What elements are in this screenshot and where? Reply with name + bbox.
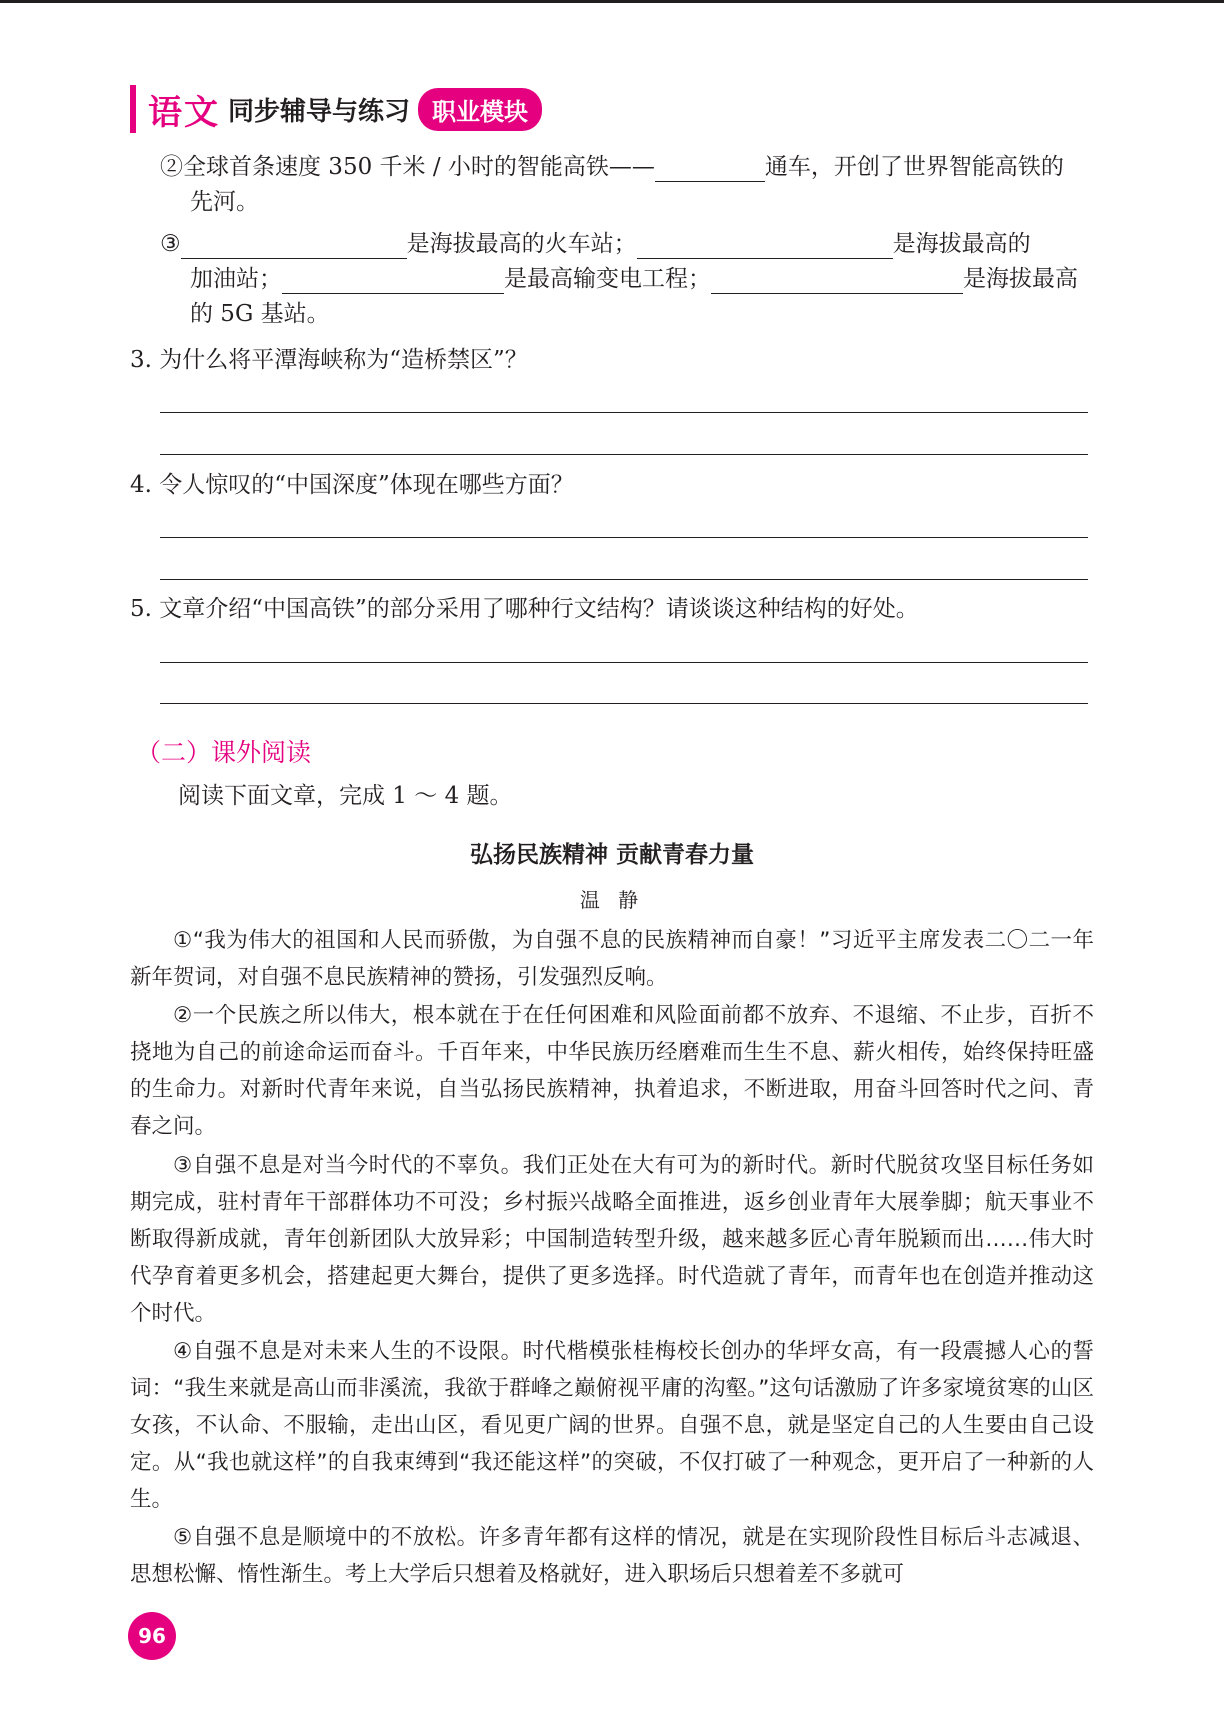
- header-title: 同步辅导与练习: [228, 96, 411, 127]
- question-text: 是海拔最高的: [892, 231, 1031, 257]
- answer-line[interactable]: [160, 537, 1088, 538]
- question-2-item-3-line-2: [190, 264, 1078, 294]
- article-author: 温 静: [579, 888, 645, 912]
- page-header: [130, 84, 542, 134]
- question-5: 5. 文章介绍“中国高铁”的部分采用了哪种行文结构？请谈谈这种结构的好处。: [130, 596, 919, 622]
- question-2-item-2-line-1: [160, 152, 1064, 182]
- header-accent-bar: [130, 85, 136, 133]
- article-paragraph-5: ⑤自强不息是顺境中的不放松。许多青年都有这样的情况，就是在实现阶段性目标后斗志减退、思想松懈、惰性渐生。考上大学后只想着及格就好，进入职场后只想着差不多就可: [130, 1525, 1094, 1587]
- answer-line[interactable]: [160, 579, 1088, 580]
- answer-line[interactable]: [160, 454, 1088, 455]
- answer-blank[interactable]: [655, 155, 765, 182]
- article-paragraph-3: ③自强不息是对当今时代的不辜负。我们正处在大有可为的新时代。新时代脱贫攻坚目标任务如期完成，驻村青年干部群体功不可没；乡村振兴战略全面推进，返乡创业青年大展拳脚；航天事业不断取得新成就，青年创新团队大放异彩；中国制造转型升级，越来越多匠心青年脱颖而出……伟大时代孕育着更多机会，搭建起更大舞台，提供了更多选择。时代造就了青年，而青年也在创造并推动这个时代。: [130, 1153, 1094, 1326]
- question-2-item-3-line-3: 的 5G 基站。: [190, 301, 330, 327]
- question-text: 加油站；: [190, 266, 282, 292]
- section-instruction: 阅读下面文章，完成 1 ～ 4 题。: [178, 783, 513, 809]
- article-title: 弘扬民族精神 贡献青春力量: [469, 842, 754, 868]
- answer-blank[interactable]: [637, 232, 893, 259]
- header-badge: 职业模块: [418, 88, 542, 131]
- question-text: 是海拔最高: [963, 266, 1078, 292]
- question-text: ③: [160, 231, 181, 257]
- question-4: 4. 令人惊叹的“中国深度”体现在哪些方面？: [130, 472, 574, 498]
- answer-line[interactable]: [160, 412, 1088, 413]
- article-paragraph-2: ②一个民族之所以伟大，根本就在于在任何困难和风险面前都不放弃、不退缩、不止步，百折不挠地为自己的前途命运而奋斗。千百年来，中华民族历经磨难而生生不息、薪火相传，始终保持旺盛的生命力。对新时代青年来说，自当弘扬民族精神，执着追求，不断进取，用奋斗回答时代之问、青春之问。: [130, 1003, 1094, 1139]
- question-2-item-2-line-2: 先河。: [190, 189, 259, 215]
- question-3: 3. 为什么将平潭海峡称为“造桥禁区”？: [130, 347, 528, 373]
- question-text: 是最高输变电工程；: [504, 266, 711, 292]
- section-heading: （二）课外阅读: [136, 738, 312, 767]
- question-text: ②全球首条速度 350 千米 / 小时的智能高铁——: [160, 154, 655, 180]
- answer-blank[interactable]: [711, 267, 963, 294]
- article-paragraph-4: ④自强不息是对未来人生的不设限。时代楷模张桂梅校长创办的华坪女高，有一段震撼人心的誓词：“我生来就是高山而非溪流，我欲于群峰之巅俯视平庸的沟壑。”这句话激励了许多家境贫寒的山区女孩，不认命、不服输，走出山区，看见更广阔的世界。自强不息，就是坚定自己的人生要由自己设定。从“我也就这样”的自我束缚到“我还能这样”的突破，不仅打破了一种观念，更开启了一种新的人生。: [130, 1339, 1094, 1512]
- header-subject: 语文: [148, 92, 220, 133]
- answer-blank[interactable]: [282, 267, 504, 294]
- top-rule: [0, 0, 1224, 3]
- answer-blank[interactable]: [181, 232, 407, 259]
- question-2-item-3-line-1: [160, 229, 1031, 259]
- answer-line[interactable]: [160, 703, 1088, 704]
- article-paragraph-1: ①“我为伟大的祖国和人民而骄傲，为自强不息的民族精神而自豪！”习近平主席发表二〇二一年新年贺词，对自强不息民族精神的赞扬，引发强烈反响。: [130, 928, 1094, 990]
- question-text: 通车，开创了世界智能高铁的: [764, 154, 1064, 180]
- page-number: 96: [128, 1612, 176, 1660]
- question-text: 是海拔最高的火车站；: [406, 231, 637, 257]
- answer-line[interactable]: [160, 662, 1088, 663]
